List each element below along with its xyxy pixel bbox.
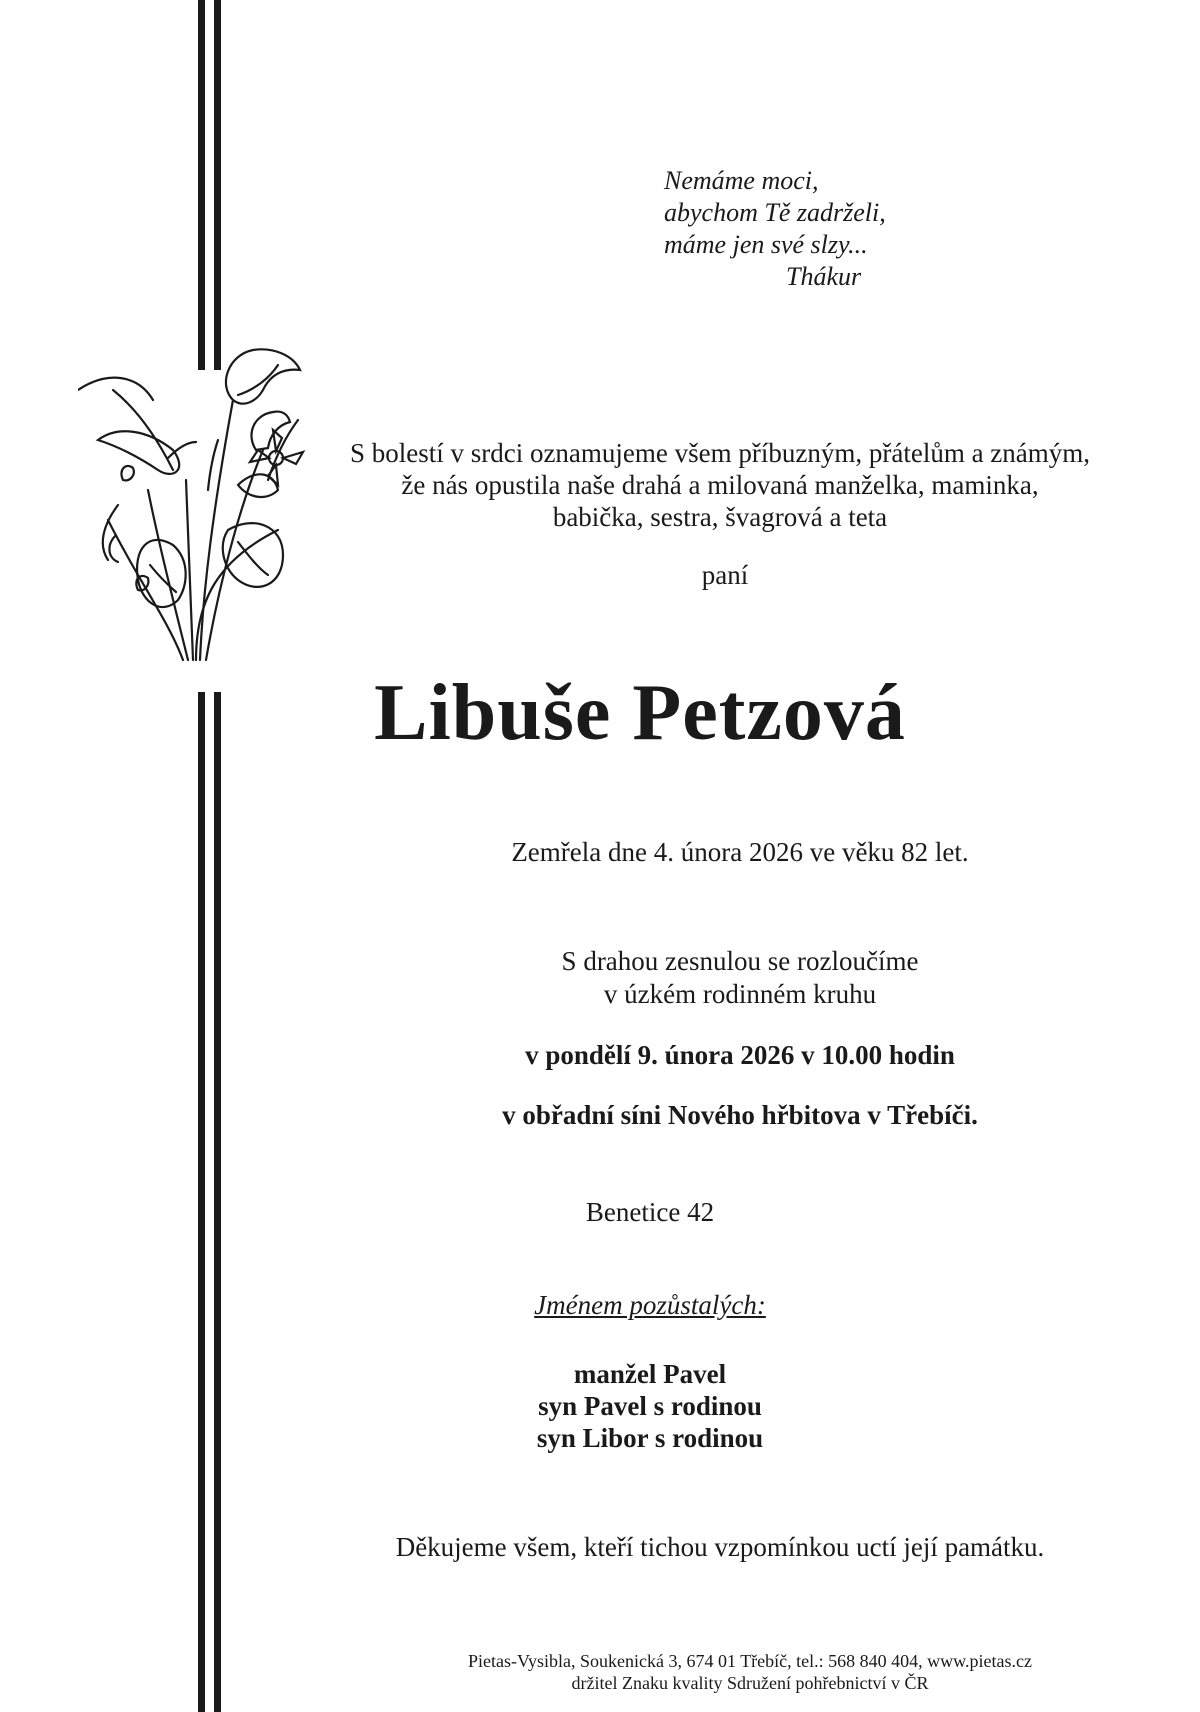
- honorific: paní: [701, 560, 749, 590]
- address: Benetice 42: [585, 1197, 715, 1227]
- thanks-text: Děkujeme všem, kteří tichou vzpomínkou uctí její památku.: [395, 1532, 1045, 1562]
- ceremony-place: v obřadní síni Nového hřbitova v Třebíči.: [502, 1100, 978, 1130]
- border-line: [198, 0, 205, 370]
- quote-line: máme jen své slzy...: [664, 230, 868, 259]
- footer: [300, 1650, 1200, 1694]
- mourners-list: [450, 1358, 850, 1454]
- border-line: [214, 692, 221, 1712]
- calla-lily-icon: [78, 330, 338, 670]
- mourners-label: Jménem pozůstalých:: [534, 1290, 766, 1320]
- mourner: syn Libor s rodinou: [536, 1423, 764, 1453]
- quote: [664, 165, 886, 293]
- footer-line: držitel Znaku kvality Sdružení pohřebnictví v ČR: [571, 1673, 929, 1693]
- announcement-line: babička, sestra, švagrová a teta: [552, 502, 888, 532]
- quote-line: abychom Tě zadrželi,: [664, 198, 886, 227]
- border-line: [198, 692, 205, 1712]
- mourner: syn Pavel s rodinou: [538, 1391, 762, 1421]
- ceremony-date: v pondělí 9. února 2026 v 10.00 hodin: [525, 1040, 955, 1070]
- quote-author: Thákur: [786, 262, 862, 291]
- footer-line: Pietas-Vysibla, Soukenická 3, 674 01 Třebíč, tel.: 568 840 404, www.pietas.cz: [468, 1651, 1032, 1671]
- border-line: [214, 0, 221, 370]
- announcement-line: že nás opustila naše drahá a milovaná manželka, maminka,: [401, 470, 1039, 500]
- announcement-text: [300, 437, 1140, 533]
- farewell-line: S drahou zesnulou se rozloučíme: [561, 946, 919, 976]
- farewell-line: v úzkém rodinném kruhu: [603, 979, 877, 1009]
- deceased-name: Libuše Petzová: [374, 669, 906, 757]
- announcement-line: S bolestí v srdci oznamujeme všem příbuzným, přátelům a známým,: [349, 438, 1091, 468]
- death-notice: Zemřela dne 4. února 2026 ve věku 82 let.: [511, 837, 969, 867]
- mourner: manžel Pavel: [573, 1359, 727, 1389]
- farewell-text: [300, 945, 1180, 1011]
- quote-line: Nemáme moci,: [664, 166, 819, 195]
